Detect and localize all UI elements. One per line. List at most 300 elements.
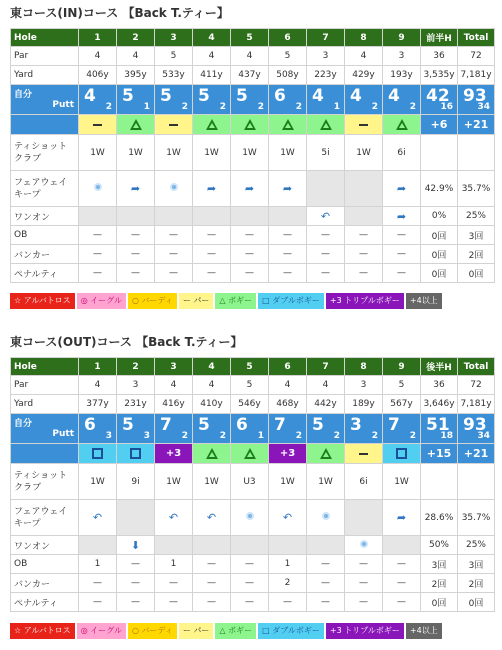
one-on-cell bbox=[269, 207, 307, 226]
penalty-value: — bbox=[269, 264, 307, 283]
result-label-cell bbox=[11, 444, 79, 464]
score-cell bbox=[117, 414, 155, 444]
result-mark bbox=[193, 115, 230, 134]
arrow-right-icon: ➦ bbox=[396, 209, 407, 223]
tee-club-value: 1W bbox=[307, 464, 345, 500]
penalty-subtotal: 0回 bbox=[421, 593, 458, 612]
result-cell bbox=[383, 444, 421, 464]
penalty-row bbox=[11, 593, 495, 612]
scorecard-table bbox=[10, 28, 495, 283]
tee-club-value: 1W bbox=[269, 464, 307, 500]
one-on-subtotal: 50% bbox=[421, 536, 458, 555]
putt-count: 3 bbox=[105, 431, 112, 441]
result-cell bbox=[345, 444, 383, 464]
legend-item: ○ バーディ bbox=[128, 293, 177, 309]
ob-total: 3回 bbox=[458, 226, 495, 245]
penalty-value: — bbox=[155, 593, 193, 612]
fairway-cell bbox=[383, 500, 421, 536]
hole-number: 6 bbox=[269, 29, 307, 47]
one-on-cell bbox=[117, 536, 155, 555]
score-cell bbox=[231, 414, 269, 444]
tee-shot-label: ティショット クラブ bbox=[11, 464, 79, 500]
yard-value: 416y bbox=[155, 395, 193, 414]
tee-shot-label: ティショット クラブ bbox=[11, 135, 79, 171]
fairway-cell bbox=[307, 171, 345, 207]
result-mark bbox=[193, 444, 230, 463]
bogey-icon bbox=[244, 448, 256, 459]
par-icon bbox=[359, 124, 368, 126]
bunker-row bbox=[11, 574, 495, 593]
penalty-value: — bbox=[345, 593, 383, 612]
par-value: 4 bbox=[79, 47, 117, 66]
ob-value: — bbox=[383, 226, 421, 245]
result-mark bbox=[345, 115, 382, 134]
result-cell bbox=[79, 115, 117, 135]
result-cell bbox=[269, 115, 307, 135]
tee-club-value: 1W bbox=[345, 135, 383, 171]
ob-value: — bbox=[231, 555, 269, 574]
yard-value: 231y bbox=[117, 395, 155, 414]
hole-number: 8 bbox=[345, 29, 383, 47]
result-cell bbox=[231, 444, 269, 464]
result-mark bbox=[269, 115, 306, 134]
result-mark: +3 bbox=[269, 444, 306, 463]
penalty-value: — bbox=[383, 593, 421, 612]
fairway-cell bbox=[117, 171, 155, 207]
penalty-value: — bbox=[307, 593, 345, 612]
ob-label: OB bbox=[11, 555, 79, 574]
stroke-count: 5 bbox=[236, 86, 248, 106]
hole-number: 7 bbox=[307, 29, 345, 47]
arrow-left-icon: ↶ bbox=[206, 511, 217, 524]
ob-subtotal: 3回 bbox=[421, 555, 458, 574]
result-cell bbox=[383, 115, 421, 135]
empty-cell bbox=[458, 135, 495, 171]
double-bogey-icon bbox=[130, 448, 141, 459]
result-total: +21 bbox=[458, 115, 495, 135]
par-icon bbox=[93, 124, 102, 126]
putt-count: 2 bbox=[409, 102, 416, 112]
tee-club-value: 1W bbox=[155, 135, 193, 171]
tee-club-value: 1W bbox=[383, 464, 421, 500]
putt-count: 2 bbox=[371, 431, 378, 441]
one-on-cell bbox=[345, 207, 383, 226]
yard-total: 7,181y bbox=[458, 395, 495, 414]
fairway-center-icon bbox=[94, 183, 102, 191]
stroke-count: 4 bbox=[388, 86, 400, 106]
par-value: 4 bbox=[345, 47, 383, 66]
yard-value: 533y bbox=[155, 66, 193, 85]
result-mark bbox=[117, 115, 154, 134]
total-header: Total bbox=[458, 358, 495, 376]
ob-total: 3回 bbox=[458, 555, 495, 574]
yard-label: Yard bbox=[11, 395, 79, 414]
par-value: 3 bbox=[307, 47, 345, 66]
arrow-left-icon: ↶ bbox=[92, 511, 103, 524]
legend-item: ー パー bbox=[179, 293, 214, 309]
bunker-subtotal: 0回 bbox=[421, 245, 458, 264]
putt-total: 34 bbox=[477, 431, 490, 441]
scorecard-table bbox=[10, 357, 495, 612]
tee-club-value: 1W bbox=[193, 135, 231, 171]
penalty-subtotal: 0回 bbox=[421, 264, 458, 283]
bunker-value: 2 bbox=[269, 574, 307, 593]
penalty-total: 0回 bbox=[458, 264, 495, 283]
fairway-cell bbox=[269, 171, 307, 207]
putt-count: 2 bbox=[371, 102, 378, 112]
yard-value: 395y bbox=[117, 66, 155, 85]
tee-club-value: 1W bbox=[269, 135, 307, 171]
par-value: 5 bbox=[383, 376, 421, 395]
ob-value: — bbox=[231, 226, 269, 245]
putt-count: 2 bbox=[219, 431, 226, 441]
yard-label: Yard bbox=[11, 66, 79, 85]
legend-item: □ ダブルボギー bbox=[258, 623, 324, 639]
score-cell bbox=[155, 85, 193, 115]
score-cell bbox=[383, 85, 421, 115]
stroke-count: 4 bbox=[350, 86, 362, 106]
arrow-right-icon: ➦ bbox=[282, 182, 293, 195]
tee-shot-row bbox=[11, 464, 495, 500]
stroke-count: 5 bbox=[198, 415, 210, 435]
score-cell bbox=[269, 414, 307, 444]
penalty-row bbox=[11, 264, 495, 283]
fairway-cell bbox=[307, 500, 345, 536]
ob-value: — bbox=[193, 555, 231, 574]
result-mark bbox=[155, 115, 192, 134]
arrow-right-icon: ➦ bbox=[396, 511, 407, 524]
fairway-cell bbox=[193, 171, 231, 207]
putt-count: 1 bbox=[143, 102, 150, 112]
score-row bbox=[11, 414, 495, 444]
one-on-cell bbox=[193, 536, 231, 555]
legend-item: ◎ イーグル bbox=[77, 293, 126, 309]
ob-row bbox=[11, 555, 495, 574]
result-subtotal: +15 bbox=[421, 444, 458, 464]
one-on-cell bbox=[231, 536, 269, 555]
par-row bbox=[11, 47, 495, 66]
ob-value: — bbox=[269, 226, 307, 245]
one-on-cell bbox=[117, 207, 155, 226]
stroke-count: 6 bbox=[84, 415, 96, 435]
putt-count: 1 bbox=[333, 102, 340, 112]
par-value: 4 bbox=[269, 376, 307, 395]
bunker-value: — bbox=[307, 245, 345, 264]
one-on-cell bbox=[307, 536, 345, 555]
score-cell bbox=[307, 414, 345, 444]
result-row bbox=[11, 115, 495, 135]
par-value: 4 bbox=[193, 47, 231, 66]
score-total bbox=[458, 85, 495, 115]
bunker-value: — bbox=[231, 574, 269, 593]
one-on-total: 25% bbox=[458, 207, 495, 226]
bunker-value: — bbox=[79, 245, 117, 264]
score-cell bbox=[117, 85, 155, 115]
yard-value: 406y bbox=[79, 66, 117, 85]
stroke-subtotal: 42 bbox=[426, 86, 450, 106]
one-on-cell bbox=[231, 207, 269, 226]
putt-count: 2 bbox=[181, 431, 188, 441]
putt-count: 2 bbox=[409, 431, 416, 441]
result-cell bbox=[193, 115, 231, 135]
one-on-cell bbox=[383, 207, 421, 226]
yard-value: 567y bbox=[383, 395, 421, 414]
putt-subtotal: 18 bbox=[440, 431, 453, 441]
fairway-cell bbox=[79, 171, 117, 207]
fairway-center-icon bbox=[360, 540, 368, 548]
yard-value: 429y bbox=[345, 66, 383, 85]
stroke-count: 3 bbox=[350, 415, 362, 435]
one-on-row bbox=[11, 207, 495, 226]
legend-item: +3 トリプルボギー bbox=[326, 623, 404, 639]
score-cell bbox=[193, 85, 231, 115]
hole-number: 6 bbox=[269, 358, 307, 376]
double-bogey-icon bbox=[92, 448, 103, 459]
putt-label: Putt bbox=[52, 429, 74, 439]
par-row bbox=[11, 376, 495, 395]
bunker-value: — bbox=[345, 574, 383, 593]
fairway-cell bbox=[79, 500, 117, 536]
bunker-value: — bbox=[231, 245, 269, 264]
par-label: Par bbox=[11, 47, 79, 66]
ob-value: — bbox=[345, 555, 383, 574]
result-mark bbox=[79, 444, 116, 463]
legend-item: +4以上 bbox=[406, 623, 442, 639]
empty-cell bbox=[458, 464, 495, 500]
result-mark: +3 bbox=[155, 444, 192, 463]
self-label-cell bbox=[11, 85, 79, 115]
one-on-cell bbox=[155, 536, 193, 555]
ob-value: — bbox=[193, 226, 231, 245]
hole-row bbox=[11, 358, 495, 376]
one-on-cell bbox=[155, 207, 193, 226]
penalty-value: — bbox=[345, 264, 383, 283]
legend-item: +4以上 bbox=[406, 293, 442, 309]
yard-row bbox=[11, 66, 495, 85]
legend-item: ー パー bbox=[179, 623, 214, 639]
hole-number: 5 bbox=[231, 358, 269, 376]
yard-value: 437y bbox=[231, 66, 269, 85]
stroke-count: 6 bbox=[274, 86, 286, 106]
yard-value: 377y bbox=[79, 395, 117, 414]
penalty-value: — bbox=[79, 264, 117, 283]
arrow-left-icon: ↶ bbox=[168, 511, 179, 524]
yard-value: 193y bbox=[383, 66, 421, 85]
stroke-count: 5 bbox=[198, 86, 210, 106]
bunker-total: 2回 bbox=[458, 574, 495, 593]
fairway-total: 35.7% bbox=[458, 500, 495, 536]
ob-value: — bbox=[117, 555, 155, 574]
bogey-icon bbox=[206, 448, 218, 459]
tee-club-value: 1W bbox=[155, 464, 193, 500]
arrow-left-icon: ↶ bbox=[320, 209, 331, 223]
tee-shot-row bbox=[11, 135, 495, 171]
hole-number: 2 bbox=[117, 358, 155, 376]
result-cell bbox=[155, 444, 193, 464]
par-label: Par bbox=[11, 376, 79, 395]
par-total: 72 bbox=[458, 47, 495, 66]
tee-club-value: 1W bbox=[231, 135, 269, 171]
penalty-value: — bbox=[231, 264, 269, 283]
bogey-icon bbox=[130, 119, 142, 130]
bunker-value: — bbox=[193, 574, 231, 593]
yard-value: 442y bbox=[307, 395, 345, 414]
fairway-cell bbox=[345, 500, 383, 536]
result-mark bbox=[79, 115, 116, 134]
fairway-cell bbox=[231, 171, 269, 207]
yard-value: 223y bbox=[307, 66, 345, 85]
stroke-count: 7 bbox=[160, 415, 172, 435]
tee-club-value: 1W bbox=[193, 464, 231, 500]
score-cell bbox=[231, 85, 269, 115]
arrow-right-icon: ➦ bbox=[206, 182, 217, 195]
score-cell bbox=[307, 85, 345, 115]
fairway-center-icon bbox=[246, 512, 254, 520]
result-cell bbox=[231, 115, 269, 135]
score-cell bbox=[155, 414, 193, 444]
result-cell bbox=[307, 115, 345, 135]
arrow-right-icon: ➦ bbox=[396, 182, 407, 195]
tee-club-value: 5i bbox=[307, 135, 345, 171]
arrow-right-icon: ➦ bbox=[244, 182, 255, 195]
hole-number: 3 bbox=[155, 29, 193, 47]
bunker-value: — bbox=[117, 245, 155, 264]
fairway-cell bbox=[269, 500, 307, 536]
fairway-row bbox=[11, 500, 495, 536]
result-cell bbox=[193, 444, 231, 464]
par-value: 4 bbox=[155, 376, 193, 395]
tee-club-value: 1W bbox=[79, 464, 117, 500]
par-value: 4 bbox=[117, 47, 155, 66]
hole-number: 7 bbox=[307, 358, 345, 376]
bunker-value: — bbox=[155, 574, 193, 593]
penalty-value: — bbox=[155, 264, 193, 283]
result-mark bbox=[231, 444, 268, 463]
bunker-value: — bbox=[79, 574, 117, 593]
ob-value: 1 bbox=[79, 555, 117, 574]
legend-item: △ ボギー bbox=[215, 623, 256, 639]
yard-value: 411y bbox=[193, 66, 231, 85]
putt-subtotal: 16 bbox=[440, 102, 453, 112]
result-row bbox=[11, 444, 495, 464]
bogey-icon bbox=[282, 119, 294, 130]
penalty-value: — bbox=[307, 264, 345, 283]
penalty-value: — bbox=[231, 593, 269, 612]
par-icon bbox=[169, 124, 178, 126]
hole-number: 4 bbox=[193, 358, 231, 376]
hole-number: 4 bbox=[193, 29, 231, 47]
yard-total: 7,181y bbox=[458, 66, 495, 85]
yard-value: 189y bbox=[345, 395, 383, 414]
result-legend bbox=[10, 293, 442, 309]
result-label-cell bbox=[11, 115, 79, 135]
yard-subtotal: 3,535y bbox=[421, 66, 458, 85]
one-on-cell bbox=[79, 536, 117, 555]
score-cell bbox=[383, 414, 421, 444]
result-mark bbox=[307, 444, 344, 463]
bunker-subtotal: 2回 bbox=[421, 574, 458, 593]
score-cell bbox=[79, 85, 117, 115]
result-cell bbox=[117, 444, 155, 464]
bunker-label: バンカー bbox=[11, 574, 79, 593]
stroke-count: 5 bbox=[160, 86, 172, 106]
fairway-subtotal: 28.6% bbox=[421, 500, 458, 536]
empty-cell bbox=[421, 135, 458, 171]
one-on-label: ワンオン bbox=[11, 536, 79, 555]
bunker-value: — bbox=[193, 245, 231, 264]
penalty-value: — bbox=[193, 593, 231, 612]
one-on-subtotal: 0% bbox=[421, 207, 458, 226]
hole-number: 3 bbox=[155, 358, 193, 376]
course-title: 東コース(OUT)コース 【Back T.ティー】 bbox=[10, 335, 243, 349]
self-label: 自分 bbox=[14, 419, 33, 429]
one-on-cell bbox=[383, 536, 421, 555]
score-row bbox=[11, 85, 495, 115]
score-cell bbox=[345, 85, 383, 115]
ob-value: — bbox=[307, 226, 345, 245]
arrow-left-icon: ↶ bbox=[282, 511, 293, 524]
bunker-value: — bbox=[383, 245, 421, 264]
stroke-count: 5 bbox=[312, 415, 324, 435]
ob-value: — bbox=[79, 226, 117, 245]
result-cell bbox=[117, 115, 155, 135]
tee-club-value: 1W bbox=[117, 135, 155, 171]
par-subtotal: 36 bbox=[421, 47, 458, 66]
putt-count: 2 bbox=[295, 431, 302, 441]
putt-total: 34 bbox=[477, 102, 490, 112]
par-value: 4 bbox=[307, 376, 345, 395]
ob-value: 1 bbox=[269, 555, 307, 574]
result-total: +21 bbox=[458, 444, 495, 464]
par-value: 5 bbox=[155, 47, 193, 66]
par-total: 72 bbox=[458, 376, 495, 395]
double-bogey-icon bbox=[396, 448, 407, 459]
par-value: 4 bbox=[193, 376, 231, 395]
result-cell bbox=[79, 444, 117, 464]
putt-count: 2 bbox=[219, 102, 226, 112]
penalty-label: ペナルティ bbox=[11, 264, 79, 283]
bogey-icon bbox=[206, 119, 218, 130]
yard-subtotal: 3,646y bbox=[421, 395, 458, 414]
par-subtotal: 36 bbox=[421, 376, 458, 395]
putt-label: Putt bbox=[52, 100, 74, 110]
yard-value: 468y bbox=[269, 395, 307, 414]
legend-item: ○ バーディ bbox=[128, 623, 177, 639]
total-header: Total bbox=[458, 29, 495, 47]
ob-value: — bbox=[155, 226, 193, 245]
legend-item: □ ダブルボギー bbox=[258, 293, 324, 309]
tee-club-value: 6i bbox=[383, 135, 421, 171]
stroke-count: 5 bbox=[122, 415, 134, 435]
penalty-value: — bbox=[117, 264, 155, 283]
fairway-cell bbox=[117, 500, 155, 536]
yard-row bbox=[11, 395, 495, 414]
stroke-total: 93 bbox=[463, 415, 487, 435]
par-icon bbox=[359, 453, 368, 455]
fairway-total: 35.7% bbox=[458, 171, 495, 207]
bogey-icon bbox=[320, 448, 332, 459]
bunker-value: — bbox=[117, 574, 155, 593]
stroke-count: 4 bbox=[312, 86, 324, 106]
fairway-label: フェアウェイ キープ bbox=[11, 500, 79, 536]
score-subtotal bbox=[421, 414, 458, 444]
legend-item: ◎ イーグル bbox=[77, 623, 126, 639]
ob-value: — bbox=[383, 555, 421, 574]
self-label-cell bbox=[11, 414, 79, 444]
result-cell bbox=[269, 444, 307, 464]
result-cell bbox=[155, 115, 193, 135]
subtotal-header: 後半H bbox=[421, 358, 458, 376]
